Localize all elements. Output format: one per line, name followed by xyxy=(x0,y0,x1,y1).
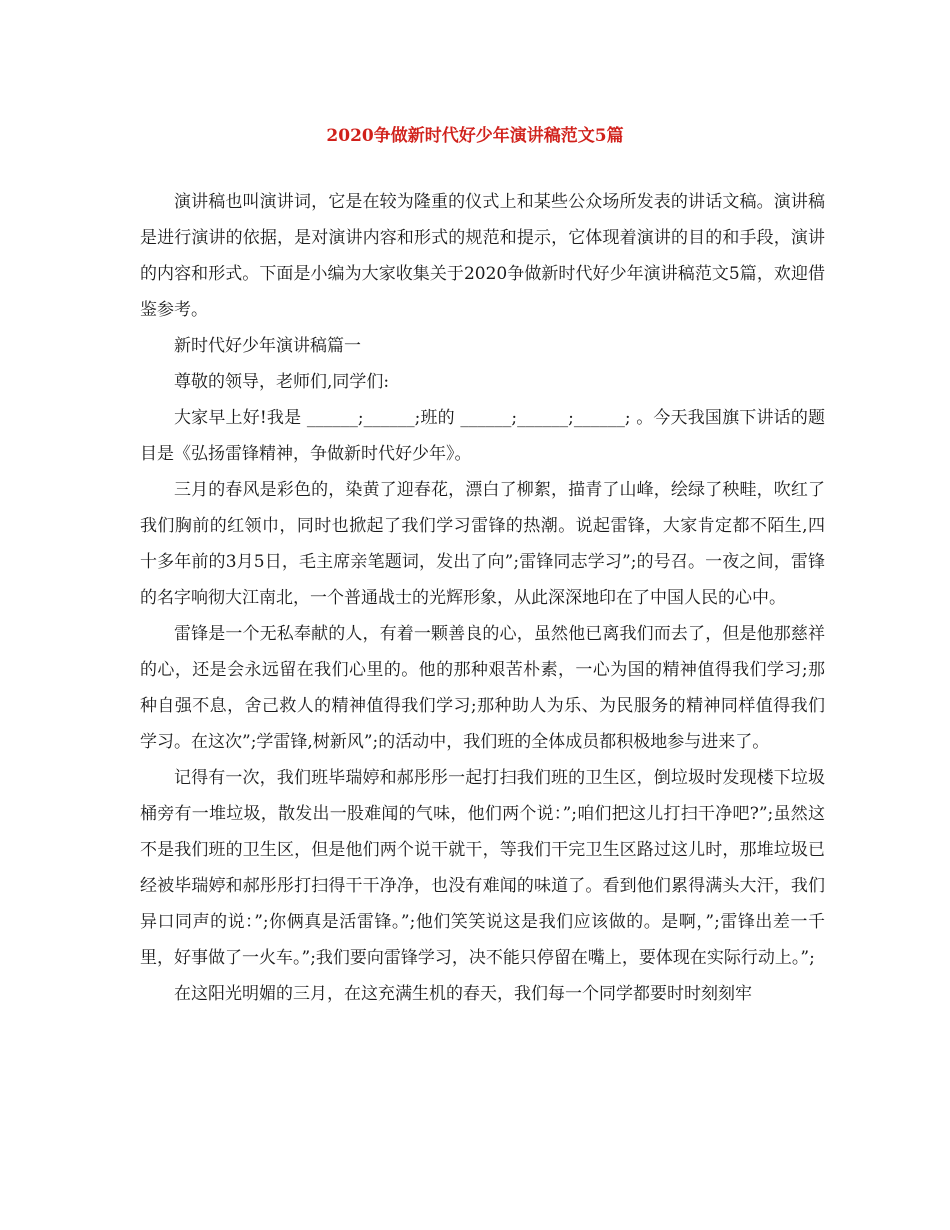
paragraph-story: 记得有一次，我们班毕瑞婷和郝彤彤一起打扫我们班的卫生区，倒垃圾时发现楼下垃圾桶旁有一堆垃圾，散发出一股难闻的气味，他们两个说：”;咱们把这儿打扫干净吧?”;虽然这不是我们班的卫生区，但是他们两个说干就干，等我们干完卫生区路过这儿时，那堆垃圾已经被毕瑞婷和郝彤彤打扫得干干净净，也没有难闻的味道了。看到他们累得满头大汗，我们异口同声的说：”;你俩真是活雷锋。”;他们笑笑说这是我们应该做的。是啊，”;雷锋出差一千里，好事做了一火车。”;我们要向雷锋学习，决不能只停留在嘴上，要体现在实际行动上。”; xyxy=(140,768,825,968)
document-title: 2020争做新时代好少年演讲稿范文5篇 xyxy=(326,126,624,146)
paragraph-section-heading: 新时代好少年演讲稿篇一 xyxy=(174,336,361,356)
paragraph-intro: 演讲稿也叫演讲词，它是在较为隆重的仪式上和某些公众场所发表的讲话文稿。演讲稿是进行演讲的依据，是对演讲内容和形式的规范和提示，它体现着演讲的目的和手段，演讲的内容和形式。下面是小编为大家收集关于2020争做新时代好少年演讲稿范文5篇，欢迎借鉴参考。 xyxy=(140,192,825,320)
paragraph-closing: 在这阳光明媚的三月，在这充满生机的春天，我们每一个同学都要时时刻刻牢 xyxy=(174,984,752,1004)
paragraph-greeting: 大家早上好!我是 ______;______;班的 ______;______;______; 。今天我国旗下讲话的题目是《弘扬雷锋精神，争做新时代好少年》。 xyxy=(140,408,825,464)
document-body xyxy=(140,184,825,1012)
paragraph-lei-feng: 雷锋是一个无私奉献的人，有着一颗善良的心，虽然他已离我们而去了，但是他那慈祥的心，还是会永远留在我们心里的。他的那种艰苦朴素，一心为国的精神值得我们学习;那种自强不息，舍己救人的精神值得我们学习;那种助人为乐、为民服务的精神同样值得我们学习。在这次”;学雷锋,树新风”;的活动中，我们班的全体成员都积极地参与进来了。 xyxy=(140,624,825,752)
paragraph-salutation: 尊敬的领导，老师们,同学们: xyxy=(174,372,390,392)
paragraph-spring: 三月的春风是彩色的，染黄了迎春花，漂白了柳絮，描青了山峰，绘绿了秧畦，吹红了我们胸前的红领巾，同时也掀起了我们学习雷锋的热潮。说起雷锋，大家肯定都不陌生,四十多年前的3月5日，毛主席亲笔题词，发出了向”;雷锋同志学习”;的号召。一夜之间，雷锋的名字响彻大江南北，一个普通战士的光辉形象，从此深深地印在了中国人民的心中。 xyxy=(140,480,825,608)
